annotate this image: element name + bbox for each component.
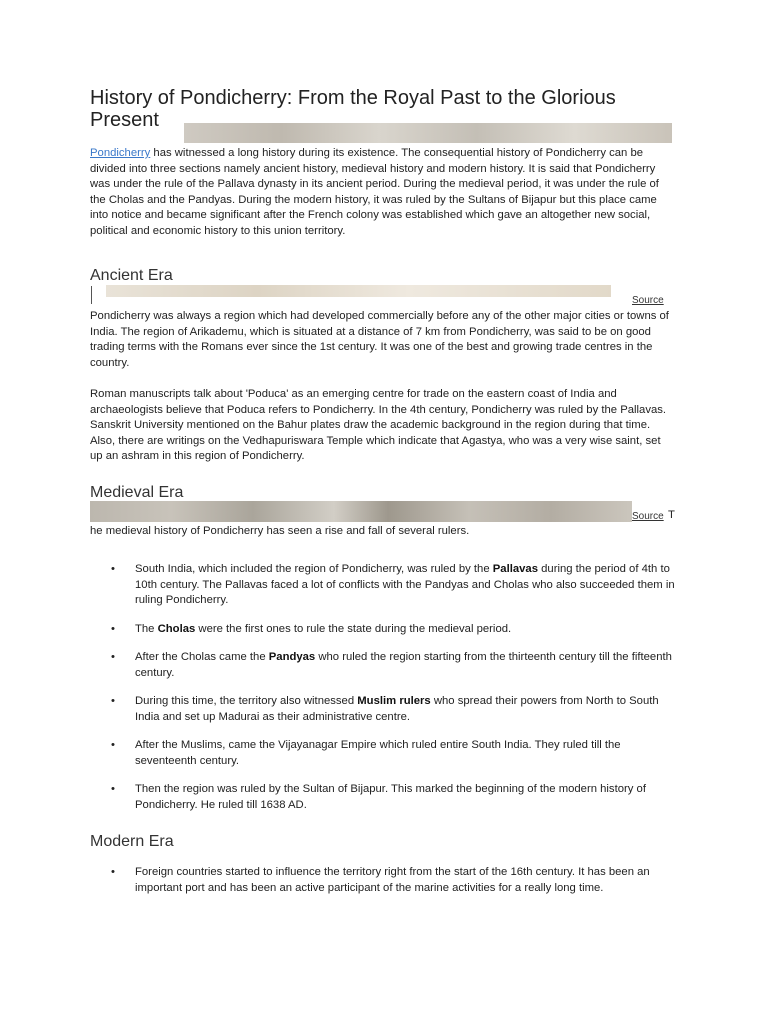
list-item: • South India, which included the region of Pondicherry, was ruled by the Pallavas during the period of 4th to 10th century. The Pallavas faced a lot of conflicts with the Pandyas and Cholas who also succeeded them in ruling Pondicherry.: [111, 563, 675, 606]
medieval-source-link[interactable]: Source: [632, 511, 664, 522]
list-item: • After the Muslims, came the Vijayanagar Empire which ruled entire South India. They ruled till the seventeenth century.: [111, 739, 621, 767]
bullet: •: [111, 695, 115, 707]
intro-paragraph: [90, 146, 675, 239]
page-title: History of Pondicherry: From the Royal Past to the Glorious Present: [90, 87, 616, 131]
medieval-era-heading: Medieval Era: [90, 484, 184, 501]
intro-text: has witnessed a long history during its existence. The consequential history of Pondicherry can be divided into three sections namely ancient history, medieval history and modern history. It is said that Pondicherry was under the rule of the Pallava dynasty in its ancient period. During the medieval period, it was under the rule of the Cholas and the Pandyas. During the modern history, it was ruled by the Sultans of Bijapur but this place came into notice and became significant after the French colony was established which gave an altogether new social, political and economic history to this union territory.: [90, 147, 659, 237]
ancient-era-heading: Ancient Era: [90, 267, 173, 284]
medieval-list: [90, 562, 675, 813]
modern-list: [90, 865, 675, 896]
bullet: •: [111, 651, 115, 663]
ancient-source-link[interactable]: Source: [632, 295, 664, 306]
list-item: • The Cholas were the first ones to rule the state during the medieval period.: [90, 622, 675, 638]
title-block: [90, 87, 672, 145]
image-edge: [91, 286, 92, 304]
list-item: • Foreign countries started to influence the territory right from the start of the 16th century. It has been an important port and has been an active participant of the marine activities for a really long time.: [111, 866, 650, 894]
ancient-paragraph-2: Roman manuscripts talk about 'Poduca' as an emerging centre for trade on the eastern coast of India and archaeologists believe that Poduca refers to Pondicherry. In the 4th century, Pondicherry was ruled by the Pallavas. Sanskrit University mentioned on the Bahur plates draw the academic background in the region during that time. Also, there are writings on the Vedhapuriswara Temple which indicate that Agastya, who was a very wise saint, set up an ashram in this region of Pondicherry.: [90, 388, 667, 462]
bullet: •: [111, 622, 115, 635]
ancient-era-image: [106, 285, 611, 297]
medieval-dropcap: T: [668, 509, 675, 521]
bullet: •: [111, 563, 115, 575]
list-item: • During this time, the territory also witnessed Muslim rulers who spread their powers from North to South India and set up Madurai as their administrative centre.: [111, 695, 659, 723]
bullet: •: [111, 866, 115, 878]
modern-era-heading: Modern Era: [90, 833, 174, 850]
medieval-intro: he medieval history of Pondicherry has seen a rise and fall of several rulers.: [90, 525, 470, 537]
bullet: •: [111, 783, 115, 795]
medieval-era-image: [90, 501, 632, 522]
pondicherry-link[interactable]: Pondicherry: [90, 147, 151, 159]
list-item: • After the Cholas came the Pandyas who ruled the region starting from the thirteenth century till the fifteenth century.: [111, 651, 672, 679]
bullet: •: [111, 739, 115, 751]
ancient-paragraph-1: Pondicherry was always a region which had developed commercially before any of the other major cities or towns of India. The region of Arikademu, which is situated at a distance of 7 km from Pondicherry, was said to be on good trading terms with the Romans ever since the 1st century. It was one of the best and growing trade centres in the country.: [90, 310, 669, 369]
list-item: • Then the region was ruled by the Sultan of Bijapur. This marked the beginning of the modern history of Pondicherry. He ruled till 1638 AD.: [111, 783, 646, 811]
